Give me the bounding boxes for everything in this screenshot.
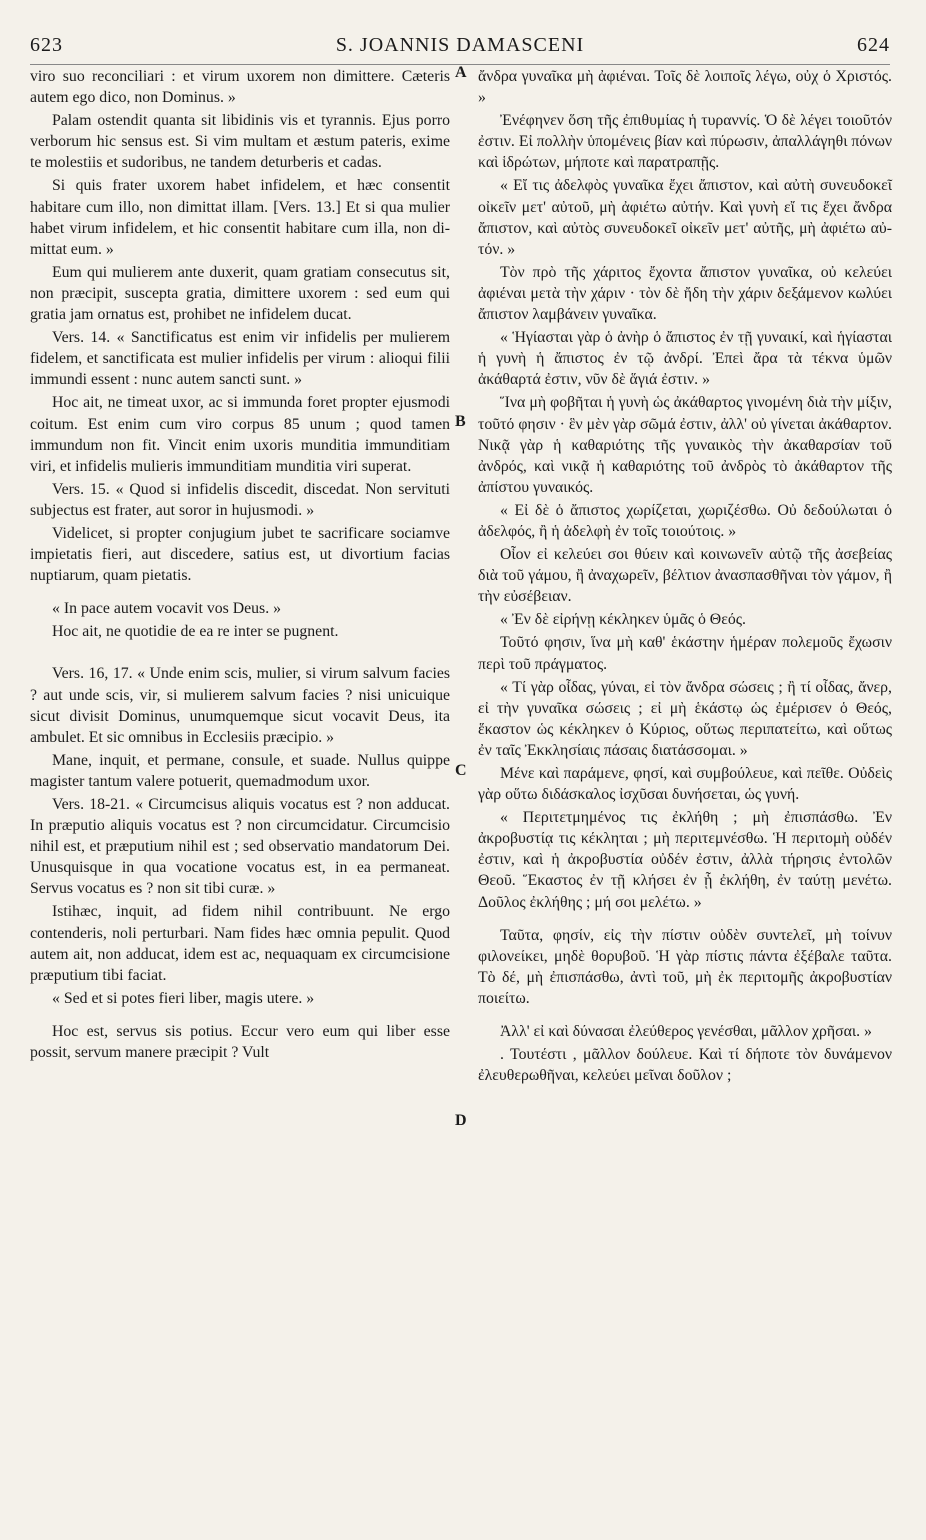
latin-paragraph: Vers. 18-21. « Circumcisus aliquis vocatus est ? non adducat. In præputio aliquis vocatus est ? non circumcidatur. Circumcisio nihil est, et præputium nihil est ; sed observatio mandatorum Dei. Unusquisque in qua vocatione vocatus est, in ea permaneat. Servus vocatus es ? non sit tibi curæ. » (30, 796, 450, 898)
page-number-left: 623 (30, 34, 63, 56)
margin-letter-b: B (455, 413, 466, 430)
margin-letter-d: D (455, 1112, 467, 1129)
page-number-right: 624 (857, 34, 890, 56)
latin-paragraph: Istihæc, inquit, ad fidem nihil contribuunt. Ne ergo contenderis, noli perturbari. Nam fides hæc omnia pepulit. Quod autem ait, non adducat, idem est ac, nequaquam ex circumcisione præputium tibi faciat. (30, 903, 450, 984)
latin-paragraph: Si quis frater uxorem habet infidelem, et hæc consentit habitare cum illo, non dimittat illam. [Vers. 13.] Et si qua mulier habet virum infidelem, et hic consentit habitare cum illa, non dimittat eum. » (30, 177, 450, 258)
page-header (30, 34, 890, 65)
latin-paragraph: Vers. 16, 17. « Unde enim scis, mulier, si virum salvum facies ? aut unde scis, vir, si mulierem salvum facies ? nisi unicuique sicut divisit Dominus, unumquemque sicut vocavit Deus, ita ambulet. Et sic omnibus in Ecclesiis præcipio. » (30, 665, 450, 746)
greek-paragraph: « Ἡγίασται γὰρ ὁ ἀνὴρ ὁ ἄπιστος ἐν τῇ γυναικί, καὶ ἡγίασται ἡ γυνὴ ἡ ἄπιστος ἐν τῷ ἀνδρί. Ἐπεὶ ἄρα τὰ τέκνα ὑμῶν ἀκάθαρτά ἐστιν, νῦν δὲ ἅγιά ἐστιν. » (478, 329, 892, 389)
greek-paragraph: « Ἐν δὲ εἰρήνῃ κέκληκεν ὑμᾶς ὁ Θεός. (500, 611, 746, 629)
greek-column (478, 66, 892, 1530)
greek-paragraph: « Τί γὰρ οἶδας, γύναι, εἰ τὸν ἄνδρα σώσεις ; ἢ τί οἶδας, ἄνερ, εἰ τὴν γυναῖκα σώσεις ; εἰ μὴ ἑκάστῳ ὡς ἐμέρισεν ὁ Θεός, ἕκαστον ὡς κέκληκεν ὁ Κύριος, οὕτως περιπατείτω, καὶ οὕτως ἐν ταῖς Ἐκκλησίαις πάσαις διατάσσομαι. » (478, 678, 892, 759)
greek-paragraph: Οἷον εἰ κελεύει σοι θύειν καὶ κοινωνεῖν αὐτῷ τῆς ἀσεβείας διὰ τοῦ γάμου, ἢ ἀναχωρεῖν, βέλτιον ἀνασπασθῆναι τὸν γάμον, ἢ τὴν εὐσέβειαν. (478, 546, 892, 606)
greek-paragraph: ἄνδρα γυναῖκα μὴ ἀφιέναι. Τοῖς δὲ λοιποῖς λέγω, οὐχ ὁ Χριστός. » (478, 68, 892, 107)
latin-paragraph: « Sed et si potes fieri liber, magis utere. » (52, 989, 315, 1007)
latin-paragraph: « In pace autem vocavit vos Deus. » (52, 600, 281, 618)
latin-paragraph: Hoc ait, ne quotidie de ea re inter se pugnent. (52, 623, 339, 641)
latin-paragraph: Hoc ait, ne timeat uxor, ac si immunda foret propter ejusmodi coitum. Est enim cum viro corpus 85 unum ; quod tamen immundum non fit. Vincit enim uxoris munditia immunditiam viri, et infidelis mulieris immunditiam munditia viri superat. (30, 394, 450, 475)
greek-paragraph: Ἵνα μὴ φοβῆται ἡ γυνὴ ὡς ἀκάθαρτος γινομένη διὰ τὴν μίξιν, τοῦτό φησιν · ἓν μὲν γὰρ σῶμά ἐστιν, ἀλλ' οὐ γίνεται ἀκάθαρτον. Νικᾷ γὰρ ἡ καθαριότης τῆς γυναικὸς τὴν ἀκαθαρσίαν τοῦ ἀνδρός, καὶ νικᾷ ἡ καθαριότης τοῦ ἀνδρὸς τὸ ἀκάθαρτον τῆς ἀπίστου γυναικός. (478, 394, 892, 496)
latin-paragraph: Vers. 15. « Quod si infidelis discedit, discedat. Non servituti subjectus est frater, aut soror in hujusmodi. » (30, 480, 450, 519)
greek-paragraph: . Τουτέστι , μᾶλλον δούλευε. Καὶ τί δήποτε τὸν δυνάμενον ἐλευθερωθῆναι, κελεύει μεῖναι δοῦλον ; (478, 1046, 892, 1085)
greek-paragraph: « Εἴ τις ἀδελφὸς γυναῖκα ἔχει ἄπιστον, καὶ αὐτὴ συνευδοκεῖ οἰκεῖν μετ' αὐτοῦ, μὴ ἀφιέτω αὐτήν. Καὶ γυνὴ εἴ τις ἔχει ἄνδρα ἄπιστον, καὶ αὐτὸς συνευδοκεῖ οἰκεῖν μετ' αὐτῆς, μὴ ἀφιέτω αὐτόν. » (478, 177, 892, 258)
greek-paragraph: Ἀλλ' εἰ καὶ δύνασαι ἐλεύθερος γενέσθαι, μᾶλλον χρῆσαι. » (500, 1023, 872, 1041)
greek-paragraph: « Περιτετμημένος τις ἐκλήθη ; μὴ ἐπισπάσθω. Ἐν ἀκροβυστίᾳ τις κέκληται ; μὴ περιτεμνέσθω. Ἡ περιτομὴ οὐδέν ἐστιν, καὶ ἡ ἀκροβυστία οὐδέν ἐστιν, ἀλλὰ τήρησις ἐντολῶν Θεοῦ. Ἕκαστος ἐν τῇ κλήσει ἐν ᾗ ἐκλήθη, ἐν ταύτῃ μενέτω. Δοῦλος ἐκλήθης ; μή σοι μελέτω. » (478, 809, 892, 911)
latin-paragraph: Videlicet, si propter conjugium jubet te sacrificare sociamve impietatis fieri, aut discedere, satius est, ut divortium facias nuptiarum, quam pietatis. (30, 524, 450, 585)
greek-paragraph: Τὸν πρὸ τῆς χάριτος ἔχοντα ἄπιστον γυναῖκα, οὐ κελεύει ἀφιέναι μετὰ τὴν χάριν · τὸν δὲ ἤδη τὴν χάριν δεξάμενον κωλύει ἄπιστον λαμβάνειν γυναῖκα. (478, 263, 892, 324)
latin-paragraph: Eum qui mulierem ante duxerit, quam gratiam consecutus sit, non præcipit, suscepta gratia, dimittere uxorem : sed eum qui gratia jam ornatus est, prohibet ne infidelem ducat. (30, 263, 450, 324)
margin-letter-a: A (455, 64, 467, 81)
greek-paragraph: « Εἰ δὲ ὁ ἄπιστος χωρίζεται, χωριζέσθω. Οὐ δεδούλωται ὁ ἀδελφός, ἢ ἡ ἀδελφὴ ἐν τοῖς τοιούτοις. » (478, 501, 892, 540)
latin-paragraph: Mane, inquit, et permane, consule, et suade. Nullus quippe magister tantum valere potuerit, quemadmodum uxor. (30, 751, 450, 790)
greek-paragraph: Μένε καὶ παράμενε, φησί, καὶ συμβούλευε, καὶ πεῖθε. Οὐδεὶς γὰρ οὕτω διδάσκαλος ἰσχῦσαι δυνήσεται, ὡς γυνή. (478, 765, 892, 804)
latin-paragraph: Hoc est, servus sis potius. Eccur vero eum qui liber esse possit, servum manere præcipit ? Vult (30, 1022, 450, 1062)
greek-paragraph: Ταῦτα, φησίν, εἰς τὴν πίστιν οὐδὲν συντελεῖ, μὴ τοίνυν φιλονείκει, μηδὲ θορυβοῦ. Ἡ γὰρ πίστις πάντα ἐξέβαλε ταῦτα. Τὸ δέ, μὴ ἐπισπάσθω, ἀντὶ τοῦ, μὴ ἐκ περιτομῆς ἀκροβυστίαν ποιείτω. (478, 926, 892, 1007)
latin-paragraph: viro suo reconciliari : et virum uxorem non dimittere. Cæteris autem ego dico, non Dominus. » (30, 68, 450, 107)
latin-column (30, 66, 450, 1530)
greek-paragraph: Τοῦτό φησιν, ἵνα μὴ καθ' ἑκάστην ἡμέραν πολεμοῦς ἔχωσιν περὶ τοῦ πράγματος. (478, 634, 892, 673)
latin-paragraph: Palam ostendit quanta sit libidinis vis et tyrannis. Ejus porro verborum hic sensus est. Si vim multam et æstum pateris, exime te molestiis et sudoribus, ne tandem deturberis et cadas. (30, 112, 450, 172)
greek-paragraph: Ἐνέφηνεν ὅση τῆς ἐπιθυμίας ἡ τυραννίς. Ὁ δὲ λέγει τοιοῦτόν ἐστιν. Εἰ πολλὴν ὑπομένεις βίαν καὶ πύρωσιν, ἀπαλλάγηθι πόνων καὶ ἱδρώτων, μήποτε καὶ παρατραπῇς. (478, 112, 892, 172)
latin-paragraph: Vers. 14. « Sanctificatus est enim vir infidelis per mulierem fidelem, et sanctificata est mulier infidelis per virum : alioqui filii immundi essent : nunc autem sancti sunt. » (30, 329, 450, 389)
margin-letter-c: C (455, 762, 467, 779)
running-title: S. JOANNIS DAMASCENI (335, 34, 585, 56)
